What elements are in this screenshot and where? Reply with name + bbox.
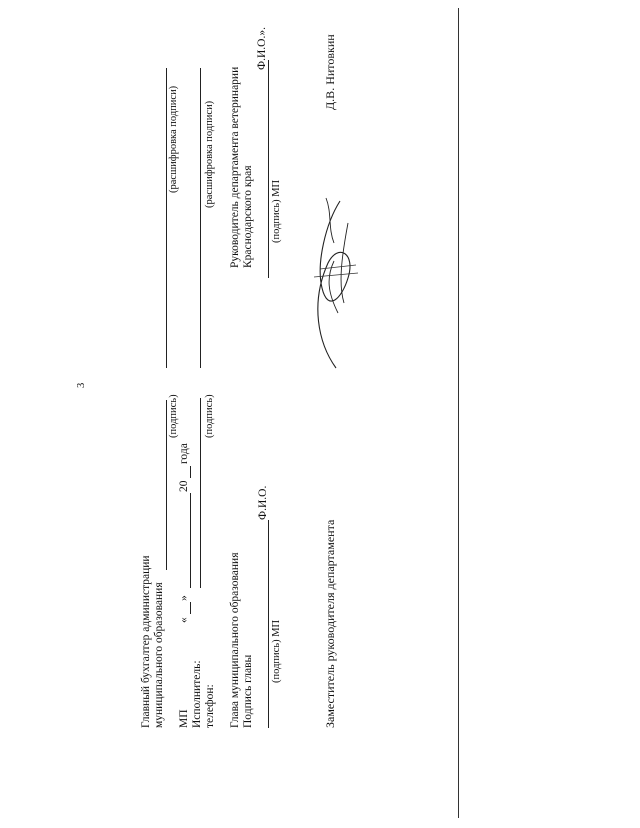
- head-fio: Ф.И.О.: [257, 485, 269, 520]
- date-close-quote: »: [178, 595, 190, 601]
- head-title: Глава муниципального образования: [229, 552, 241, 728]
- head-signature-line: [268, 520, 269, 728]
- date-month-line: [190, 493, 191, 588]
- phone-label: телефон:: [204, 684, 216, 728]
- year-suffix: года: [178, 443, 190, 464]
- head-signature-label: Подпись главы: [242, 654, 254, 728]
- executor-label: Исполнитель:: [191, 660, 203, 728]
- date-year-line: [190, 466, 191, 478]
- accountant-signature-caption: (подпись): [168, 394, 179, 438]
- page-number: 3: [76, 382, 87, 388]
- handwritten-signature: [298, 193, 368, 373]
- date-day-line: [190, 602, 191, 614]
- date-open-quote: «: [178, 617, 190, 623]
- vet-head-signature-line: [268, 60, 269, 278]
- year-prefix: 20: [178, 480, 190, 492]
- executor-signature-line: [200, 398, 201, 588]
- vet-head-sign-mp-caption: (подпись) МП: [271, 179, 282, 243]
- executor-decoding-line: [200, 68, 201, 368]
- accountant-decoding-caption: (расшифровка подписи): [168, 85, 179, 193]
- accountant-title-line1: Главный бухгалтер администрации: [140, 555, 152, 728]
- mp-label: МП: [178, 709, 190, 728]
- deputy-title: Заместитель руководителя департамента: [323, 519, 337, 728]
- accountant-title-line2: муниципального образования: [153, 582, 165, 728]
- head-sign-mp-caption: (подпись) МП: [271, 619, 282, 683]
- deputy-name: Д.В. Нитовкин: [323, 34, 337, 110]
- page-edge-line: [458, 8, 459, 818]
- executor-signature-caption: (подпись): [204, 394, 215, 438]
- vet-head-title-line2: Краснодарского края: [242, 165, 254, 268]
- vet-head-fio: Ф.И.О.».: [256, 27, 268, 70]
- executor-decoding-caption: (расшифровка подписи): [204, 100, 215, 208]
- vet-head-title-line1: Руководитель департамента ветеринарии: [229, 66, 241, 268]
